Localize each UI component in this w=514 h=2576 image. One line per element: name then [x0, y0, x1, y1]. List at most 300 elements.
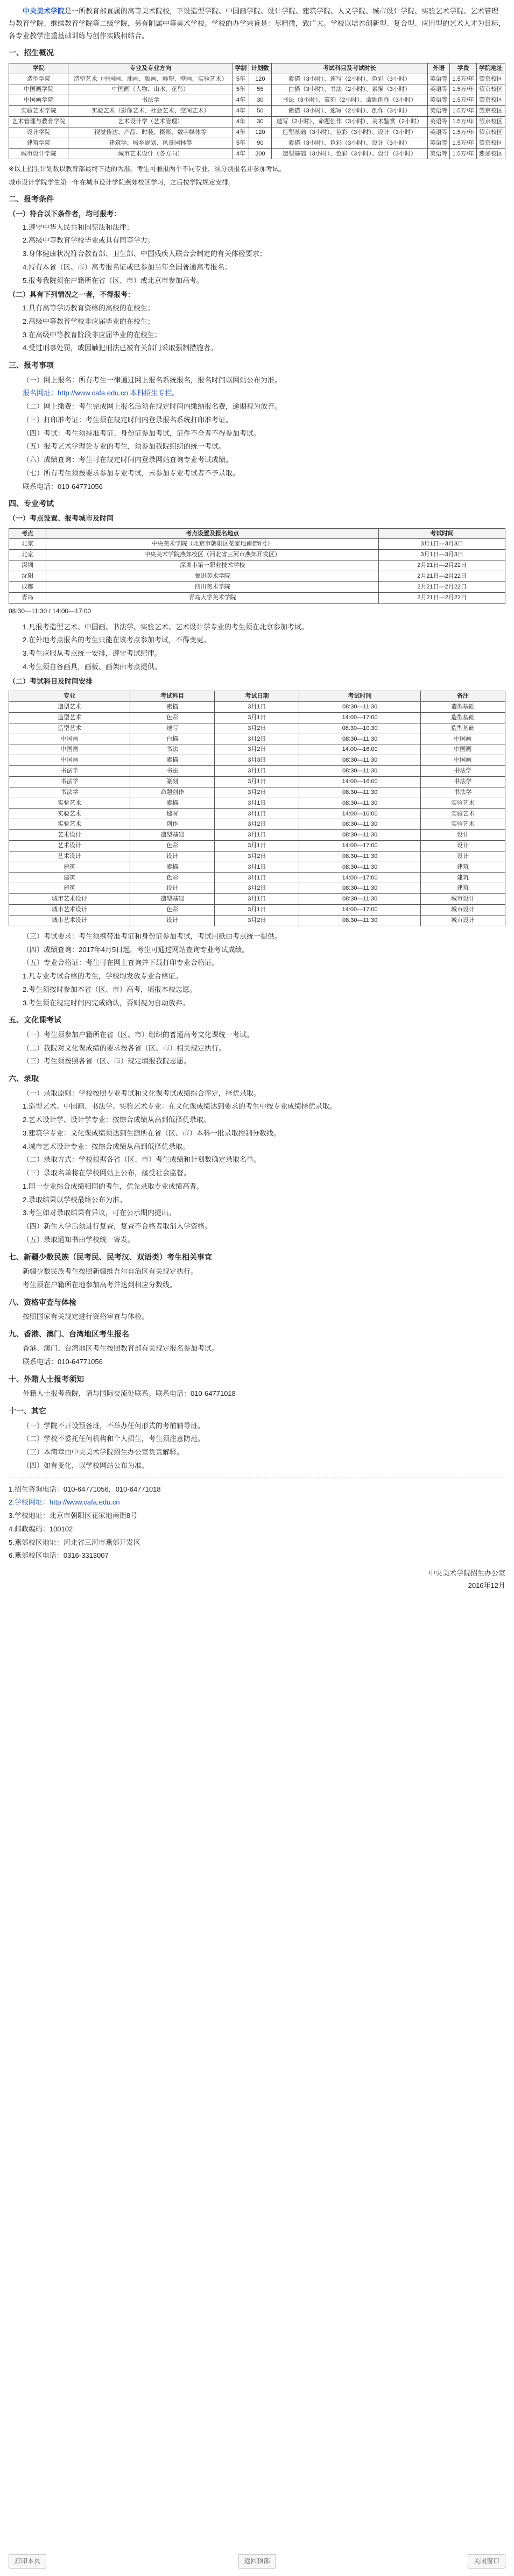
table-cell: 书法学: [420, 787, 505, 798]
s6-p10: 3.考生如对录取结果有异议，可在公示期内提出。: [23, 1209, 175, 1217]
s6-p4: 3.建筑学专业：文化课成绩须达到生源所在省（区、市）本科一批录取控制分数线。: [23, 1129, 280, 1137]
section-5-title: 五、文化课考试: [9, 1016, 61, 1025]
table-cell: 城市设计: [420, 894, 505, 905]
s3-p1: （一）网上报名：所有考生一律通过网上报名系统报名，报名时间以网站公布为准。: [23, 375, 282, 384]
exam-sites-title: （一）考点设置、报考城市及时间: [9, 514, 114, 522]
page-footer-toolbar: [9, 2551, 505, 2571]
contact-5: 5.燕郊校区地址：河北省三河市燕郊开发区: [9, 1538, 140, 1546]
table-cell: 3月1日: [215, 862, 299, 872]
enroll-header-cell: 学费: [450, 63, 476, 74]
signature-block: [9, 1567, 505, 1592]
schedule-body: [9, 702, 505, 926]
table-cell: 城市设计学院: [9, 148, 68, 159]
s4m-p1: （三）考试要求：考生须携带准考证和身份证参加考试，考试用纸由考点统一提供。: [23, 932, 282, 940]
table-row: [9, 819, 505, 830]
table-cell: 造型基础: [420, 712, 505, 723]
table-cell: 书法学: [420, 766, 505, 777]
table-cell: 沈阳: [9, 571, 46, 581]
table-cell: 实验艺术（影像艺术、社会艺术、空间艺术）: [68, 106, 233, 117]
section-7-title: 七、新疆少数民族（民考民、民考汉、双语类）考生相关事宜: [9, 1252, 212, 1261]
s4m-p2: （四）成绩查询：2017年4月5日起，考生可通过网站查询专业考试成绩。: [23, 945, 249, 954]
table-cell: 3月1日—3月3日: [379, 550, 505, 560]
table-cell: 素描: [130, 862, 215, 872]
schedule-table: [9, 691, 505, 926]
table-cell: 3月1日—3月3日: [379, 539, 505, 550]
table-cell: 1.5万/年: [450, 106, 476, 117]
table-cell: 120: [249, 74, 272, 84]
table-cell: 青岛: [9, 592, 46, 603]
table-cell: 08:30—11:30: [299, 830, 420, 841]
schedule-header: [9, 691, 505, 702]
s11-p3: （三）本简章由中央美术学院招生办公室负责解释。: [23, 1448, 184, 1457]
table-cell: 造型基础: [420, 702, 505, 713]
table-cell: 5年: [233, 84, 249, 95]
s3-p7: （六）成绩查询：考生可在规定时间内登录网站查询专业考试成绩。: [23, 456, 233, 464]
s3-p2[interactable]: 报名网址：http://www.cafa.edu.cn 本科招生专栏。: [23, 389, 179, 398]
table-cell: 中国画: [420, 734, 505, 744]
table-row: [9, 127, 505, 138]
s6-p5: 4.城市艺术设计专业：按综合成绩从高到低择优录取。: [23, 1142, 189, 1151]
table-cell: 深圳: [9, 560, 46, 571]
table-cell: 燕郊校区: [476, 148, 505, 159]
table-cell: 4年: [233, 116, 249, 127]
table-cell: 色彩: [130, 905, 215, 916]
s7-p1: 新疆少数民族考生按照新疆维吾尔自治区有关规定执行。: [23, 1267, 198, 1276]
table-cell: 视觉传达、产品、时装、摄影、数字媒体等: [68, 127, 233, 138]
table-cell: 造型艺术: [9, 702, 130, 713]
table-cell: 建筑学、城乡规划、风景园林等: [68, 138, 233, 148]
contact-2[interactable]: 2.学校网址：http://www.cafa.edu.cn: [9, 1498, 120, 1507]
intro-paragraph: [9, 5, 505, 42]
enroll-table: [9, 63, 505, 160]
table-row: [9, 571, 505, 581]
list-item: 4.受过刑事处罚，或因触犯刑法已被有关部门采取强制措施者。: [23, 344, 217, 352]
table-cell: 3月3日: [215, 755, 299, 766]
table-cell: 成都: [9, 581, 46, 592]
table-cell: 英语等: [427, 74, 450, 84]
table-cell: 14:00—16:00: [299, 808, 420, 819]
table-cell: 08:30—11:30: [299, 883, 420, 894]
table-cell: 设计: [420, 841, 505, 851]
table-cell: 望京校区: [476, 74, 505, 84]
s6-p8: 1.同一专业综合成绩相同的考生，优先录取专业成绩高者。: [23, 1182, 203, 1190]
table-cell: 望京校区: [476, 95, 505, 106]
print-button[interactable]: 打印本页: [9, 2554, 46, 2568]
s6-p3: 2.艺术设计学、设计学专业：按综合成绩从高到低择优录取。: [23, 1116, 210, 1124]
table-cell: 08:30—11:30: [299, 862, 420, 872]
table-cell: 素描: [130, 798, 215, 808]
table-cell: 望京校区: [476, 106, 505, 117]
s3-p6: （五）报考艺术学理论专业的考生，须参加我院组织的统一考试。: [23, 442, 226, 451]
s3-p4: （三）打印准考证：考生须在规定时间内登录报名系统打印准考证。: [23, 415, 233, 424]
s4-p1: 1.凡报考造型艺术、中国画、书法学、实验艺术、艺术设计学专业的考生须在北京参加考试。: [23, 622, 308, 631]
table-cell: 3月1日: [215, 808, 299, 819]
table-cell: 实验艺术: [420, 819, 505, 830]
list-item: 4.持有本省（区、市）高考报名证或已参加当年全国普通高考报名；: [23, 262, 231, 271]
table-cell: 实验艺术: [420, 798, 505, 808]
s11-p1: （一）学院不开设预备班，不举办任何形式的考前辅导班。: [23, 1421, 205, 1430]
schedule-title: （二）考试科目及时间安排: [9, 677, 93, 685]
table-cell: 90: [249, 138, 272, 148]
s5-p1: （一）考生须参加户籍所在省（区、市）组织的普通高考文化课统一考试。: [23, 1030, 254, 1039]
section-10-title: 十、外籍人士报考须知: [9, 1374, 84, 1383]
section-8-title: 八、资格审查与体检: [9, 1297, 76, 1307]
enroll-table-header: [9, 63, 505, 74]
table-cell: 设计: [130, 915, 215, 926]
table-row: [9, 841, 505, 851]
table-row: [9, 766, 505, 777]
table-cell: 5年: [233, 74, 249, 84]
table-cell: 设计: [420, 851, 505, 862]
table-cell: 建筑学院: [9, 138, 68, 148]
s4m-p3: （五）专业合格证：考生可在网上查询并下载打印专业合格证。: [23, 959, 219, 967]
table-cell: 4年: [233, 127, 249, 138]
table-cell: 英语等: [427, 95, 450, 106]
table-row: [9, 560, 505, 571]
table-cell: 城市设计: [420, 905, 505, 916]
table-cell: 色彩: [130, 872, 215, 883]
table-cell: 造型艺术（中国画、油画、版画、雕塑、壁画、实验艺术）: [68, 74, 233, 84]
exam-time-note: 08:30—11:30 / 14:00—17:00: [9, 607, 91, 615]
table-cell: 实验艺术: [9, 819, 130, 830]
table-cell: 中国画: [9, 755, 130, 766]
s11-p4: （四）如有变化，以学校网站公布为准。: [23, 1461, 149, 1470]
s6-p6: （二）录取方式：学校根据各省（区、市）考生成绩和计划数确定录取名单。: [23, 1155, 261, 1164]
section-6-title: 六、录取: [9, 1074, 39, 1083]
table-cell: 3月1日: [215, 798, 299, 808]
table-cell: 中央美术学院燕郊校区（河北省三河市燕郊开发区）: [46, 550, 378, 560]
section-9-title: 九、香港、澳门、台湾地区考生报名: [9, 1329, 129, 1338]
intro-text: 是一所教育部直属的高等美术院校，下设造型学院、中国画学院、设计学院、建筑学院、人文学院、城市设计学院、实验艺术学院、艺术管理与教育学院、继续教育学院等二级学院，另有附属中等美术学校。学校的办学宗旨是：尽精微，致广大。学校以培养创新型、复合型、应用型的艺术人才为目标，各专业教学注重基础训练与创作实践相结合。: [9, 7, 506, 40]
table-row: [9, 872, 505, 883]
table-cell: 1.5万/年: [450, 138, 476, 148]
enroll-header-cell: 计划数: [249, 63, 272, 74]
table-cell: 08:30—11:30: [299, 787, 420, 798]
enroll-header-cell: 专业及专业方向: [68, 63, 233, 74]
table-cell: 英语等: [427, 127, 450, 138]
table-cell: 城市艺术设计: [9, 915, 130, 926]
table-cell: 3月2日: [215, 744, 299, 755]
enroll-header-cell: 学院地址: [476, 63, 505, 74]
table-cell: 1.5万/年: [450, 84, 476, 95]
table-cell: 创作: [130, 819, 215, 830]
table-row: [9, 808, 505, 819]
table-cell: 素描: [130, 755, 215, 766]
table-cell: 14:00—17:00: [299, 905, 420, 916]
table-row: [9, 74, 505, 84]
table-cell: 深圳市第一职业技术学校: [46, 560, 378, 571]
table-row: [9, 712, 505, 723]
contact-3: 3.学校地址：北京市朝阳区花家地南街8号: [9, 1511, 138, 1520]
s11-p2: （二）学校不委托任何机构和个人招生，考生须注意防范。: [23, 1435, 205, 1443]
table-cell: 书法学: [420, 777, 505, 787]
s6-p9: 2.录取结果以学校最终公布为准。: [23, 1195, 126, 1204]
table-row: [9, 106, 505, 117]
table-cell: 英语等: [427, 148, 450, 159]
section-11-title: 十一、其它: [9, 1407, 46, 1416]
contact-6: 6.燕郊校区电话：0316-3313007: [9, 1551, 109, 1560]
table-cell: 造型学院: [9, 74, 68, 84]
table-cell: 英语等: [427, 84, 450, 95]
table-cell: 望京校区: [476, 84, 505, 95]
table-cell: 城市艺术设计（各方向）: [68, 148, 233, 159]
s10-p1: 外籍人士报考我院，请与国际交流处联系。联系电话：010-64771018: [23, 1389, 236, 1398]
table-cell: 3月1日: [215, 905, 299, 916]
table-row: [9, 116, 505, 127]
contact-1: 1.招生咨询电话：010-64771056，010-64771018: [9, 1485, 161, 1493]
table-row: [9, 84, 505, 95]
table-row: [9, 777, 505, 787]
table-cell: 白描: [130, 734, 215, 744]
table-row: [9, 138, 505, 148]
table-cell: 城市设计: [420, 915, 505, 926]
list-item: 2.高级中等教育学校非应届毕业的在校生；: [23, 317, 154, 325]
table-cell: 08:30—11:30: [299, 766, 420, 777]
table-cell: 2月21日—2月22日: [379, 560, 505, 571]
table-cell: 3月1日: [215, 830, 299, 841]
table-cell: 素描: [130, 702, 215, 713]
s6-p2: 1.造型艺术、中国画、书法学、实验艺术专业：在文化课成绩达到要求的考生中按专业成绩择优录取。: [23, 1102, 336, 1111]
table-cell: 白描（3小时）、书法（2小时）、素描（3小时）: [271, 84, 427, 95]
table-cell: 中国画学院: [9, 84, 68, 95]
table-cell: 造型基础: [130, 894, 215, 905]
table-cell: 4年: [233, 148, 249, 159]
table-cell: 英语等: [427, 138, 450, 148]
table-row: [9, 550, 505, 560]
table-row: [9, 148, 505, 159]
table-row: [9, 905, 505, 916]
table-cell: 建筑: [9, 872, 130, 883]
s6-p7: （三）录取名单将在学校网站上公布，接受社会监督。: [23, 1169, 191, 1177]
table-cell: 2月21日—2月22日: [379, 581, 505, 592]
table-cell: 英语等: [427, 106, 450, 117]
table-cell: 建筑: [420, 883, 505, 894]
table-cell: 四川美术学院: [46, 581, 378, 592]
table-cell: 08:30—11:30: [299, 702, 420, 713]
table-row: [9, 883, 505, 894]
table-cell: 建筑: [420, 872, 505, 883]
table-cell: 艺术设计: [9, 851, 130, 862]
table-row: [9, 744, 505, 755]
list-item: 2.高级中等教育学校毕业或具有同等学力；: [23, 236, 154, 245]
s3-p3: （二）网上缴费：考生完成网上报名后须在规定时间内缴纳报名费，逾期视为放弃。: [23, 402, 282, 411]
table-cell: 书法学: [9, 766, 130, 777]
table-cell: 08:30—11:30: [299, 734, 420, 744]
enroll-header-cell: 考试科目及考试时长: [271, 63, 427, 74]
table-cell: 色彩: [130, 841, 215, 851]
s4m-p4: 1.凡专业考试合格的考生，学校均发放专业合格证。: [23, 972, 182, 981]
table-cell: 北京: [9, 539, 46, 550]
table-cell: 望京校区: [476, 127, 505, 138]
table-cell: 设计: [420, 830, 505, 841]
table-cell: 3月1日: [215, 841, 299, 851]
table-cell: 08:30—11:30: [299, 915, 420, 926]
table-cell: 08:30—11:30: [299, 894, 420, 905]
table-cell: 城市艺术设计: [9, 905, 130, 916]
table-cell: 实验艺术: [9, 808, 130, 819]
table-cell: 速写: [130, 808, 215, 819]
list-item: 3.在高级中等教育阶段非应届毕业的在校生；: [23, 330, 161, 339]
list-item: 1.遵守中华人民共和国宪法和法律；: [23, 223, 133, 231]
table-cell: 建筑: [9, 883, 130, 894]
table-cell: 设计: [130, 851, 215, 862]
table-cell: 2月21日—2月22日: [379, 571, 505, 581]
exam-sites-header: [9, 528, 505, 539]
table-cell: 设计: [130, 883, 215, 894]
table-cell: 3月2日: [215, 915, 299, 926]
table-cell: 120: [249, 127, 272, 138]
table-cell: 中国画: [420, 744, 505, 755]
table-cell: 设计学院: [9, 127, 68, 138]
table-cell: 书法学: [9, 777, 130, 787]
s9-p1: 香港、澳门、台湾地区考生按照教育部有关规定报名参加考试。: [23, 1344, 219, 1353]
table-cell: 08:30—11:30: [299, 851, 420, 862]
s8-p1: 按照国家有关规定进行资格审查与体检。: [23, 1312, 149, 1321]
sites-header-cell: 考点: [9, 528, 46, 539]
table-cell: 篆刻: [130, 777, 215, 787]
table-row: [9, 755, 505, 766]
s3-p5: （四）考试：考生须持准考证、身份证参加考试，证件不全者不得参加考试。: [23, 429, 261, 437]
table-cell: 2月21日—2月22日: [379, 592, 505, 603]
table-cell: 3月1日: [215, 872, 299, 883]
table-row: [9, 581, 505, 592]
table-cell: 3月2日: [215, 851, 299, 862]
table-cell: 中国画学院: [9, 95, 68, 106]
table-row: [9, 798, 505, 808]
s4m-p6: 3.考生须在规定时间内完成确认，否则视为自动放弃。: [23, 998, 189, 1007]
enroll-table-body: [9, 74, 505, 159]
back-to-top-button[interactable]: 返回顶部: [238, 2554, 276, 2568]
sites-header-cell: 考试时间: [379, 528, 505, 539]
section-3-title: 三、报考事项: [9, 361, 54, 370]
table-cell: 14:00—16:00: [299, 744, 420, 755]
table-cell: 50: [249, 106, 272, 117]
signature-office: 中央美术学院招生办公室: [428, 1569, 505, 1578]
s4-p4: 4.考生须自备画具，画板、画架由考点提供。: [23, 662, 161, 671]
table-cell: 1.5万/年: [450, 148, 476, 159]
table-cell: 青岛大学美术学院: [46, 592, 378, 603]
table-cell: 素描（3小时）、色彩（3小时）、设计（3小时）: [271, 138, 427, 148]
enroll-header-cell: 学制: [233, 63, 249, 74]
school-name[interactable]: 中央美术学院: [23, 7, 65, 15]
table-cell: 14:00—17:00: [299, 872, 420, 883]
table-cell: 1.5万/年: [450, 127, 476, 138]
table-row: [9, 734, 505, 744]
table-cell: 实验艺术: [9, 798, 130, 808]
sites-header-cell: 考点设置及报名地点: [46, 528, 378, 539]
table-cell: 速写: [130, 723, 215, 734]
table-cell: 08:30—11:30: [299, 819, 420, 830]
enroll-note-1: ※以上招生计划数以教育部最终下达的为准。考生可兼报两个不同专业，须分别报名并参加考试。: [9, 165, 286, 173]
table-cell: 4年: [233, 95, 249, 106]
table-cell: 速写（2小时）、命题创作（3小时）、美术鉴赏（2小时）: [271, 116, 427, 127]
contact-4: 4.邮政编码：100102: [9, 1524, 73, 1533]
signature-date: 2016年12月: [468, 1581, 505, 1589]
table-cell: 14:00—17:00: [299, 841, 420, 851]
table-cell: 中国画: [9, 734, 130, 744]
s6-p1: （一）录取原则：学校按照专业考试和文化课考试成绩综合评定，择优录取。: [23, 1089, 261, 1097]
close-window-button[interactable]: 关闭窗口: [468, 2554, 505, 2568]
enroll-note-2: 城市设计学院学生第一年在城市设计学院燕郊校区学习，之后按学院规定安排。: [9, 179, 235, 187]
table-cell: 造型艺术: [9, 723, 130, 734]
table-cell: 200: [249, 148, 272, 159]
table-row: [9, 592, 505, 603]
s7-p2: 考生须在户籍所在地参加高考并达到相应分数线。: [23, 1280, 177, 1289]
table-row: [9, 851, 505, 862]
table-cell: 造型艺术: [9, 712, 130, 723]
table-cell: 30: [249, 95, 272, 106]
enroll-header-cell: 外语: [427, 63, 450, 74]
s6-p12: （五）录取通知书由学校统一寄发。: [23, 1235, 135, 1244]
table-cell: 3月1日: [215, 712, 299, 723]
table-cell: 书法（3小时）、篆刻（2小时）、命题创作（3小时）: [271, 95, 427, 106]
schedule-header-cell: 专业: [9, 691, 130, 702]
section-2-title: 二、报考条件: [9, 195, 54, 204]
table-cell: 书法学: [9, 787, 130, 798]
table-cell: 3月2日: [215, 883, 299, 894]
table-cell: 书法学: [68, 95, 233, 106]
table-cell: 建筑: [9, 862, 130, 872]
table-cell: 建筑: [420, 862, 505, 872]
s3-p8: （七）所有考生须按要求参加专业考试，未参加专业考试者不予录取。: [23, 469, 240, 477]
table-cell: 中国画: [420, 755, 505, 766]
table-cell: 望京校区: [476, 116, 505, 127]
table-cell: 造型基础（3小时）、色彩（3小时）、设计（3小时）: [271, 127, 427, 138]
table-cell: 1.5万/年: [450, 74, 476, 84]
s4-p2: 2.在外地考点报名的考生只能在该考点参加考试，不得变更。: [23, 636, 210, 644]
s3-p9: 联系电话：010-64771056: [23, 482, 103, 491]
table-cell: 书法: [130, 744, 215, 755]
table-cell: 3月1日: [215, 777, 299, 787]
list-item: 5.报考我院须在户籍所在省（区、市）或北京市参加高考。: [23, 276, 203, 285]
list-item: 3.身体健康状况符合教育部、卫生部、中国残疾人联合会制定的有关体检要求；: [23, 250, 266, 258]
table-cell: 中央美术学院（北京市朝阳区花家地南街8号）: [46, 539, 378, 550]
s2-sub-2: （二）具有下列情况之一者，不得报考：: [9, 290, 135, 299]
table-cell: 城市艺术设计: [9, 894, 130, 905]
s2-items: [9, 222, 505, 287]
table-cell: 4年: [233, 106, 249, 117]
table-row: [9, 862, 505, 872]
s6-p11: （四）新生入学后须进行复查，复查不合格者取消入学资格。: [23, 1222, 212, 1231]
table-cell: 3月2日: [215, 723, 299, 734]
exam-sites-box: [9, 528, 505, 617]
table-cell: 北京: [9, 550, 46, 560]
table-cell: 艺术管理与教育学院: [9, 116, 68, 127]
table-cell: 55: [249, 84, 272, 95]
s4-p3: 3.考生应服从考点统一安排，遵守考试纪律。: [23, 649, 161, 657]
table-cell: 造型基础: [420, 723, 505, 734]
table-row: [9, 787, 505, 798]
table-cell: 实验艺术学院: [9, 106, 68, 117]
table-row: [9, 894, 505, 905]
table-cell: 14:00—16:00: [299, 777, 420, 787]
table-row: [9, 723, 505, 734]
s2-sub-1: （一）符合以下条件者，均可报考：: [9, 209, 121, 218]
table-cell: 3月2日: [215, 734, 299, 744]
table-cell: 造型基础: [130, 830, 215, 841]
s4m-p5: 2.考生须按时参加本省（区、市）高考，填报本校志愿。: [23, 985, 196, 994]
table-cell: 鲁迅美术学院: [46, 571, 378, 581]
table-cell: 1.5万/年: [450, 95, 476, 106]
table-row: [9, 830, 505, 841]
table-row: [9, 915, 505, 926]
table-cell: 30: [249, 116, 272, 127]
enroll-header-cell: 学院: [9, 63, 68, 74]
schedule-header-cell: 考试科目: [130, 691, 215, 702]
table-cell: 艺术设计: [9, 830, 130, 841]
table-cell: 艺术设计学（艺术管理）: [68, 116, 233, 127]
table-cell: 08:30—11:30: [299, 798, 420, 808]
